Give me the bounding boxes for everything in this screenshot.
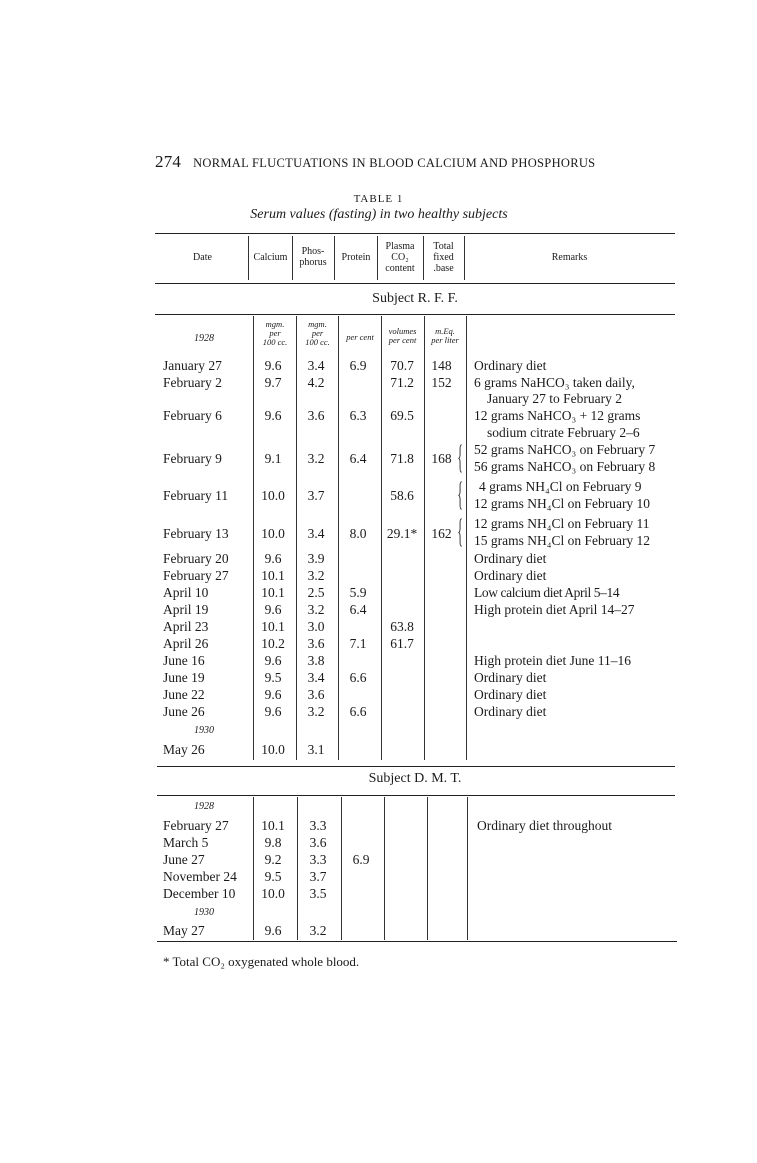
cell-phosphorus: 3.0: [307, 619, 325, 634]
cell-calcium: 9.6: [264, 408, 282, 423]
table-row: [0, 852, 757, 869]
table-row: [0, 742, 757, 759]
table-row-continuation: [0, 425, 757, 442]
table-row-remark-line: [0, 496, 757, 513]
cell-date: May 27: [163, 923, 205, 938]
cell-remark-continued: 12 grams NH₄Cl on February 10: [474, 496, 651, 511]
cell-phosphorus: 3.7: [307, 488, 325, 503]
year-label: 1930: [194, 725, 214, 736]
unit-ca-1: mgm.: [265, 319, 285, 329]
cell-date: February 20: [163, 551, 229, 566]
cell-date: March 5: [163, 835, 209, 850]
cell-date: February 2: [163, 375, 222, 390]
table-row: [0, 818, 757, 835]
unit-protein: per cent: [346, 332, 374, 342]
cell-calcium: 10.1: [261, 568, 285, 583]
cell-protein: 6.4: [349, 451, 367, 466]
cell-date: May 26: [163, 742, 205, 757]
cell-phosphorus: 3.6: [309, 835, 327, 850]
cell-phosphorus: 3.4: [307, 358, 325, 373]
cell-remark: Ordinary diet: [474, 687, 547, 702]
cell-phosphorus: 3.2: [307, 568, 325, 583]
header-plasma-co2: [377, 241, 423, 274]
cell-phosphorus: 3.6: [307, 687, 325, 702]
unit-calcium: [254, 320, 296, 347]
cell-date: April 23: [163, 619, 209, 634]
cell-date: June 27: [163, 852, 205, 867]
cell-phosphorus: 3.6: [307, 636, 325, 651]
cell-protein: 6.9: [349, 358, 367, 373]
cell-phosphorus: 3.4: [307, 670, 325, 685]
cell-base: 152: [431, 375, 452, 390]
cell-protein: 8.0: [349, 526, 367, 541]
cell-remark: 12 grams NH₄Cl on February 11: [474, 516, 650, 531]
cell-calcium: 9.1: [264, 451, 282, 466]
subject-dmt-rule: [157, 795, 675, 796]
cell-calcium: 9.7: [264, 375, 282, 390]
cell-protein: 6.6: [349, 704, 367, 719]
cell-calcium: 10.0: [261, 526, 285, 541]
table-row: [0, 835, 757, 852]
table-row: [0, 602, 757, 619]
cell-date: June 22: [163, 687, 205, 702]
cell-protein: 6.3: [349, 408, 367, 423]
cell-remark: Low calcium diet April 5–14: [474, 585, 620, 600]
cell-phosphorus: 3.1: [307, 742, 325, 757]
cell-co2: 61.7: [390, 636, 414, 651]
table-row: [0, 704, 757, 721]
cell-remark: 12 grams NaHCO₃ + 12 grams: [474, 408, 641, 423]
unit-co2-1: volumes: [388, 326, 417, 336]
cell-protein: 6.6: [349, 670, 367, 685]
cell-date: February 27: [163, 818, 229, 833]
cell-phosphorus: 2.5: [307, 585, 325, 600]
header-phosphorus-line2: phorus: [299, 257, 327, 268]
unit-base-1: m.Eq.: [435, 326, 455, 336]
running-head-title: NORMAL FLUCTUATIONS IN BLOOD CALCIUM AND PHOSPHORUS: [193, 156, 596, 170]
table-footnote: * Total CO₂ oxygenated whole blood.: [163, 954, 360, 969]
table-row: [0, 585, 757, 602]
cell-calcium: 9.6: [264, 602, 282, 617]
table-bottom-rule: [157, 941, 677, 942]
header-phosphorus: [292, 246, 334, 268]
cell-phosphorus: 3.7: [309, 869, 327, 884]
cell-date: February 11: [163, 488, 229, 503]
year-label: 1930: [194, 907, 214, 918]
header-date: Date: [193, 252, 212, 263]
brace-icon: {: [457, 513, 464, 550]
header-fixed-base: [423, 241, 464, 274]
subject-rff-title: Subject R. F. F.: [372, 291, 458, 306]
cell-calcium: 9.5: [264, 670, 282, 685]
table-row: [0, 551, 757, 568]
header-phosphorus-line1: Phos-: [301, 246, 325, 257]
cell-date: February 9: [163, 451, 222, 466]
cell-remark: 6 grams NaHCO₃ taken daily,: [474, 375, 635, 390]
cell-co2: 70.7: [390, 358, 414, 373]
cell-base: 168: [431, 451, 452, 466]
cell-date: November 24: [163, 869, 237, 884]
cell-remark: High protein diet April 14–27: [474, 602, 635, 617]
cell-co2: 69.5: [390, 408, 414, 423]
cell-calcium: 10.1: [261, 818, 285, 833]
brace-icon: {: [457, 476, 464, 513]
cell-calcium: 10.0: [261, 886, 285, 901]
cell-remark: Ordinary diet: [474, 551, 547, 566]
cell-remark-continued: sodium citrate February 2–6: [487, 425, 640, 440]
unit-co2: [381, 327, 424, 345]
cell-remark: Ordinary diet: [474, 670, 547, 685]
unit-p-3: 100 cc.: [305, 337, 330, 347]
header-remarks: Remarks: [551, 252, 588, 263]
cell-remark: High protein diet June 11–16: [474, 653, 631, 668]
unit-p-1: mgm.: [308, 319, 327, 329]
table-label: TABLE 1: [353, 193, 404, 205]
cell-phosphorus: 3.5: [309, 886, 327, 901]
cell-base: 148: [431, 358, 452, 373]
cell-phosphorus: 3.2: [307, 602, 325, 617]
cell-date: April 10: [163, 585, 209, 600]
cell-remark-continued: 15 grams NH₄Cl on February 12: [474, 533, 651, 548]
cell-remark: Ordinary diet throughout: [477, 818, 612, 833]
cell-calcium: 9.6: [264, 687, 282, 702]
cell-phosphorus: 3.3: [309, 852, 327, 867]
cell-date: February 13: [163, 526, 229, 541]
cell-date: April 19: [163, 602, 209, 617]
table-top-rule: [155, 233, 675, 234]
table-row: [0, 687, 757, 704]
unit-ca-2: per: [269, 328, 281, 338]
cell-date: April 26: [163, 636, 209, 651]
unit-base: [424, 327, 466, 345]
cell-remark: 4 grams NH₄Cl on February 9: [479, 479, 642, 494]
table-row: [0, 619, 757, 636]
table-row: [0, 670, 757, 687]
cell-co2: 29.1*: [386, 526, 418, 541]
cell-calcium: 9.6: [264, 551, 282, 566]
page-number: 274: [155, 152, 182, 171]
cell-co2: 71.2: [390, 375, 414, 390]
year-label: 1928: [194, 801, 214, 812]
cell-calcium: 9.5: [264, 869, 282, 884]
cell-calcium: 9.8: [264, 835, 282, 850]
header-plasma-line2: CO₂: [391, 252, 409, 263]
header-plasma-line3: content: [385, 263, 415, 274]
table-caption: Serum values (fasting) in two healthy subjects: [250, 207, 508, 222]
subject-rff-rule: [155, 314, 675, 315]
table-row: [0, 408, 757, 425]
table-row: [0, 375, 757, 392]
table-row-remark-line: [0, 459, 757, 476]
table-row: [0, 653, 757, 670]
cell-date: June 26: [163, 704, 205, 719]
header-plasma-line1: Plasma: [385, 241, 415, 252]
cell-co2: 71.8: [390, 451, 414, 466]
cell-remark-continued: January 27 to February 2: [487, 391, 622, 406]
cell-calcium: 9.6: [264, 358, 282, 373]
cell-date: January 27: [163, 358, 222, 373]
cell-phosphorus: 4.2: [307, 375, 325, 390]
cell-remark: Ordinary diet: [474, 358, 547, 373]
cell-phosphorus: 3.4: [307, 526, 325, 541]
cell-co2: 58.6: [390, 488, 414, 503]
cell-phosphorus: 3.2: [307, 451, 325, 466]
running-head: [155, 152, 595, 172]
cell-calcium: 10.2: [261, 636, 285, 651]
cell-co2: 63.8: [390, 619, 414, 634]
cell-base: 162: [431, 526, 452, 541]
cell-calcium: 10.1: [261, 619, 285, 634]
cell-date: February 27: [163, 568, 229, 583]
cell-protein: 7.1: [349, 636, 367, 651]
cell-protein: 5.9: [349, 585, 367, 600]
subject-dmt-top-rule: [157, 766, 675, 767]
table-row: [0, 636, 757, 653]
year-label: 1928: [194, 333, 214, 344]
cell-remark: 52 grams NaHCO₃ on February 7: [474, 442, 656, 457]
unit-base-2: per liter: [431, 335, 459, 345]
cell-phosphorus: 3.8: [307, 653, 325, 668]
cell-remark-continued: 56 grams NaHCO₃ on February 8: [474, 459, 656, 474]
subject-dmt-title: Subject D. M. T.: [368, 771, 462, 786]
cell-protein: 6.4: [349, 602, 367, 617]
header-protein: Protein: [341, 252, 371, 263]
cell-date: December 10: [163, 886, 236, 901]
cell-date: June 19: [163, 670, 205, 685]
header-fixed-line1: Total: [433, 241, 454, 252]
header-calcium: Calcium: [253, 252, 288, 263]
cell-date: June 16: [163, 653, 205, 668]
cell-calcium: 10.1: [261, 585, 285, 600]
cell-phosphorus: 3.2: [309, 923, 327, 938]
cell-calcium: 10.0: [261, 742, 285, 757]
table-row: [0, 923, 757, 940]
header-fixed-line2: fixed: [433, 252, 454, 263]
cell-phosphorus: 3.2: [307, 704, 325, 719]
cell-calcium: 10.0: [261, 488, 285, 503]
table-row-continuation: [0, 391, 757, 408]
table-row: [0, 869, 757, 886]
cell-remark: Ordinary diet: [474, 704, 547, 719]
cell-calcium: 9.2: [264, 852, 282, 867]
unit-co2-2: per cent: [388, 335, 417, 345]
table-row: [0, 358, 757, 375]
cell-protein: 6.9: [352, 852, 370, 867]
brace-icon: {: [457, 439, 464, 476]
cell-calcium: 9.6: [264, 704, 282, 719]
table-row-remark-line: [0, 533, 757, 550]
cell-phosphorus: 3.9: [307, 551, 325, 566]
cell-phosphorus: 3.6: [307, 408, 325, 423]
unit-ca-3: 100 cc.: [262, 337, 288, 347]
cell-date: February 6: [163, 408, 222, 423]
cell-remark: Ordinary diet: [474, 568, 547, 583]
cell-phosphorus: 3.3: [309, 818, 327, 833]
header-bottom-rule: [155, 283, 675, 284]
unit-phosphorus: [297, 320, 338, 347]
table-row: [0, 568, 757, 585]
cell-calcium: 9.6: [264, 653, 282, 668]
header-fixed-line3: .base: [433, 263, 454, 274]
table-row: [0, 886, 757, 903]
unit-p-2: per: [311, 328, 324, 338]
cell-calcium: 9.6: [264, 923, 282, 938]
